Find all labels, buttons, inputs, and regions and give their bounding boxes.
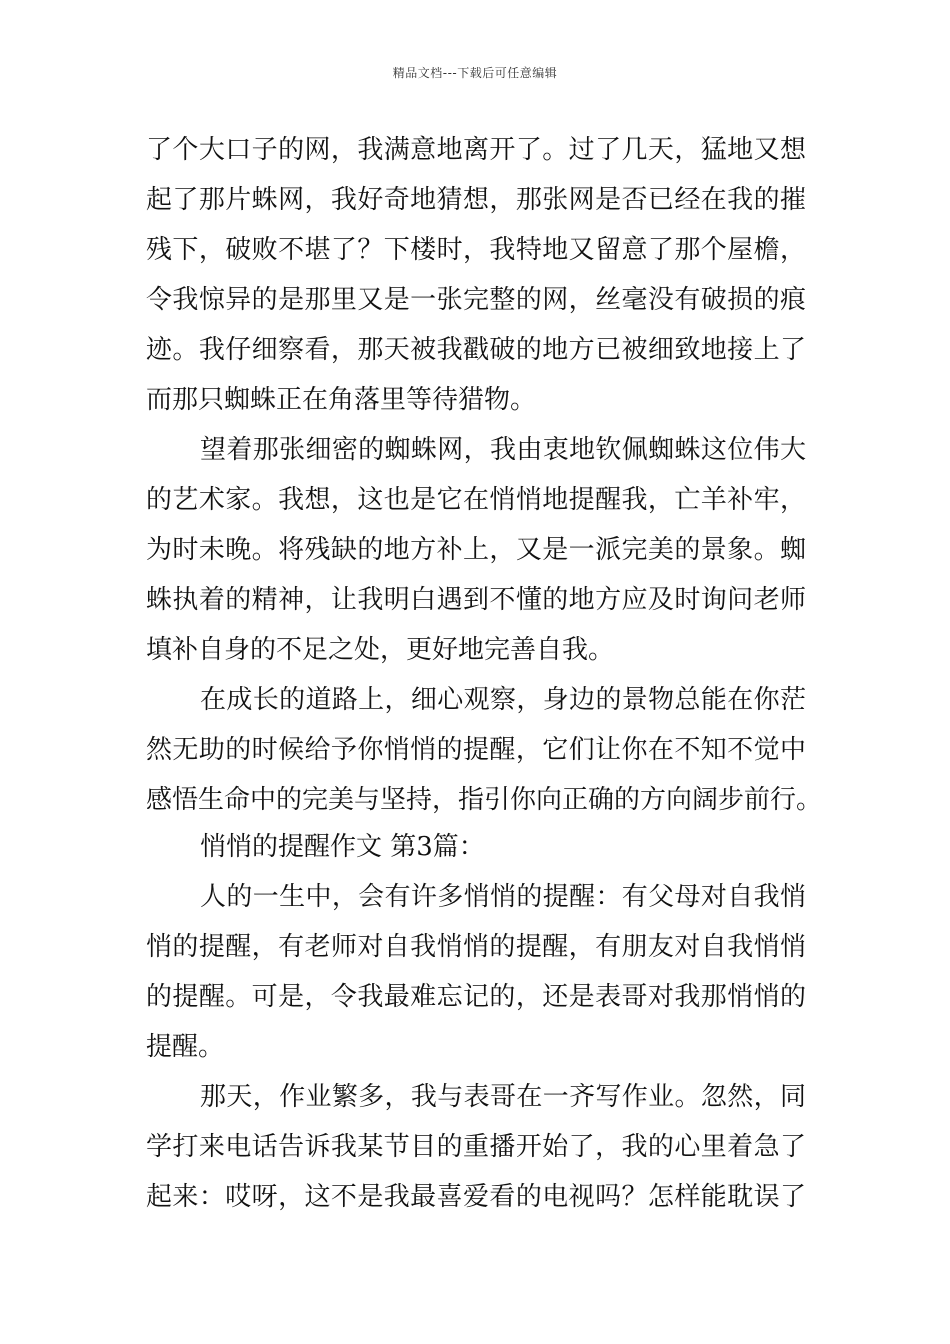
text-line: 的提醒。可是，令我最难忘记的，还是表哥对我那悄悄的 xyxy=(146,982,806,1012)
paragraph-first-line: 那天，作业繁多，我与表哥在一齐写作业。忽然，同 xyxy=(200,1082,806,1112)
paragraph-first-line: 望着那张细密的蜘蛛网，我由衷地钦佩蜘蛛这位伟大 xyxy=(200,435,806,465)
text-line: 为时未晚。将残缺的地方补上，又是一派完美的景象。蜘 xyxy=(146,535,806,565)
page-header: 精品文档---下载后可任意编辑 xyxy=(392,66,558,80)
text-line: 起来：哎呀，这不是我最喜爱看的电视吗？怎样能耽误了 xyxy=(146,1182,806,1212)
text-line: 填补自身的不足之处，更好地完善自我。 xyxy=(146,635,615,665)
paragraph-first-line: 在成长的道路上，细心观察，身边的景物总能在你茫 xyxy=(200,685,806,715)
text-line: 了个大口子的网，我满意地离开了。过了几天，猛地又想 xyxy=(146,135,806,165)
text-line: 残下，破败不堪了？下楼时，我特地又留意了那个屋檐， xyxy=(146,235,806,265)
text-line: 起了那片蛛网，我好奇地猜想，那张网是否已经在我的摧 xyxy=(146,185,806,215)
text-line: 悄的提醒，有老师对自我悄悄的提醒，有朋友对自我悄悄 xyxy=(146,932,806,962)
text-line: 然无助的时候给予你悄悄的提醒，它们让你在不知不觉中 xyxy=(146,735,806,765)
text-line: 提醒。 xyxy=(146,1032,225,1062)
section-heading: 悄悄的提醒作文 第3篇： xyxy=(200,832,485,862)
text-line: 令我惊异的是那里又是一张完整的网，丝毫没有破损的痕 xyxy=(146,285,806,315)
text-line: 蛛执着的精神，让我明白遇到不懂的地方应及时询问老师 xyxy=(146,585,806,615)
text-line: 的艺术家。我想，这也是它在悄悄地提醒我，亡羊补牢， xyxy=(146,485,806,515)
text-line: 迹。我仔细察看，那天被我戳破的地方已被细致地接上了 xyxy=(146,335,806,365)
text-line: 而那只蜘蛛正在角落里等待猎物。 xyxy=(146,385,537,415)
text-line: 感悟生命中的完美与坚持，指引你向正确的方向阔步前行。 xyxy=(146,785,823,815)
text-line: 学打来电话告诉我某节目的重播开始了，我的心里着急了 xyxy=(146,1132,806,1162)
paragraph-first-line: 人的一生中，会有许多悄悄的提醒：有父母对自我悄 xyxy=(200,882,806,912)
